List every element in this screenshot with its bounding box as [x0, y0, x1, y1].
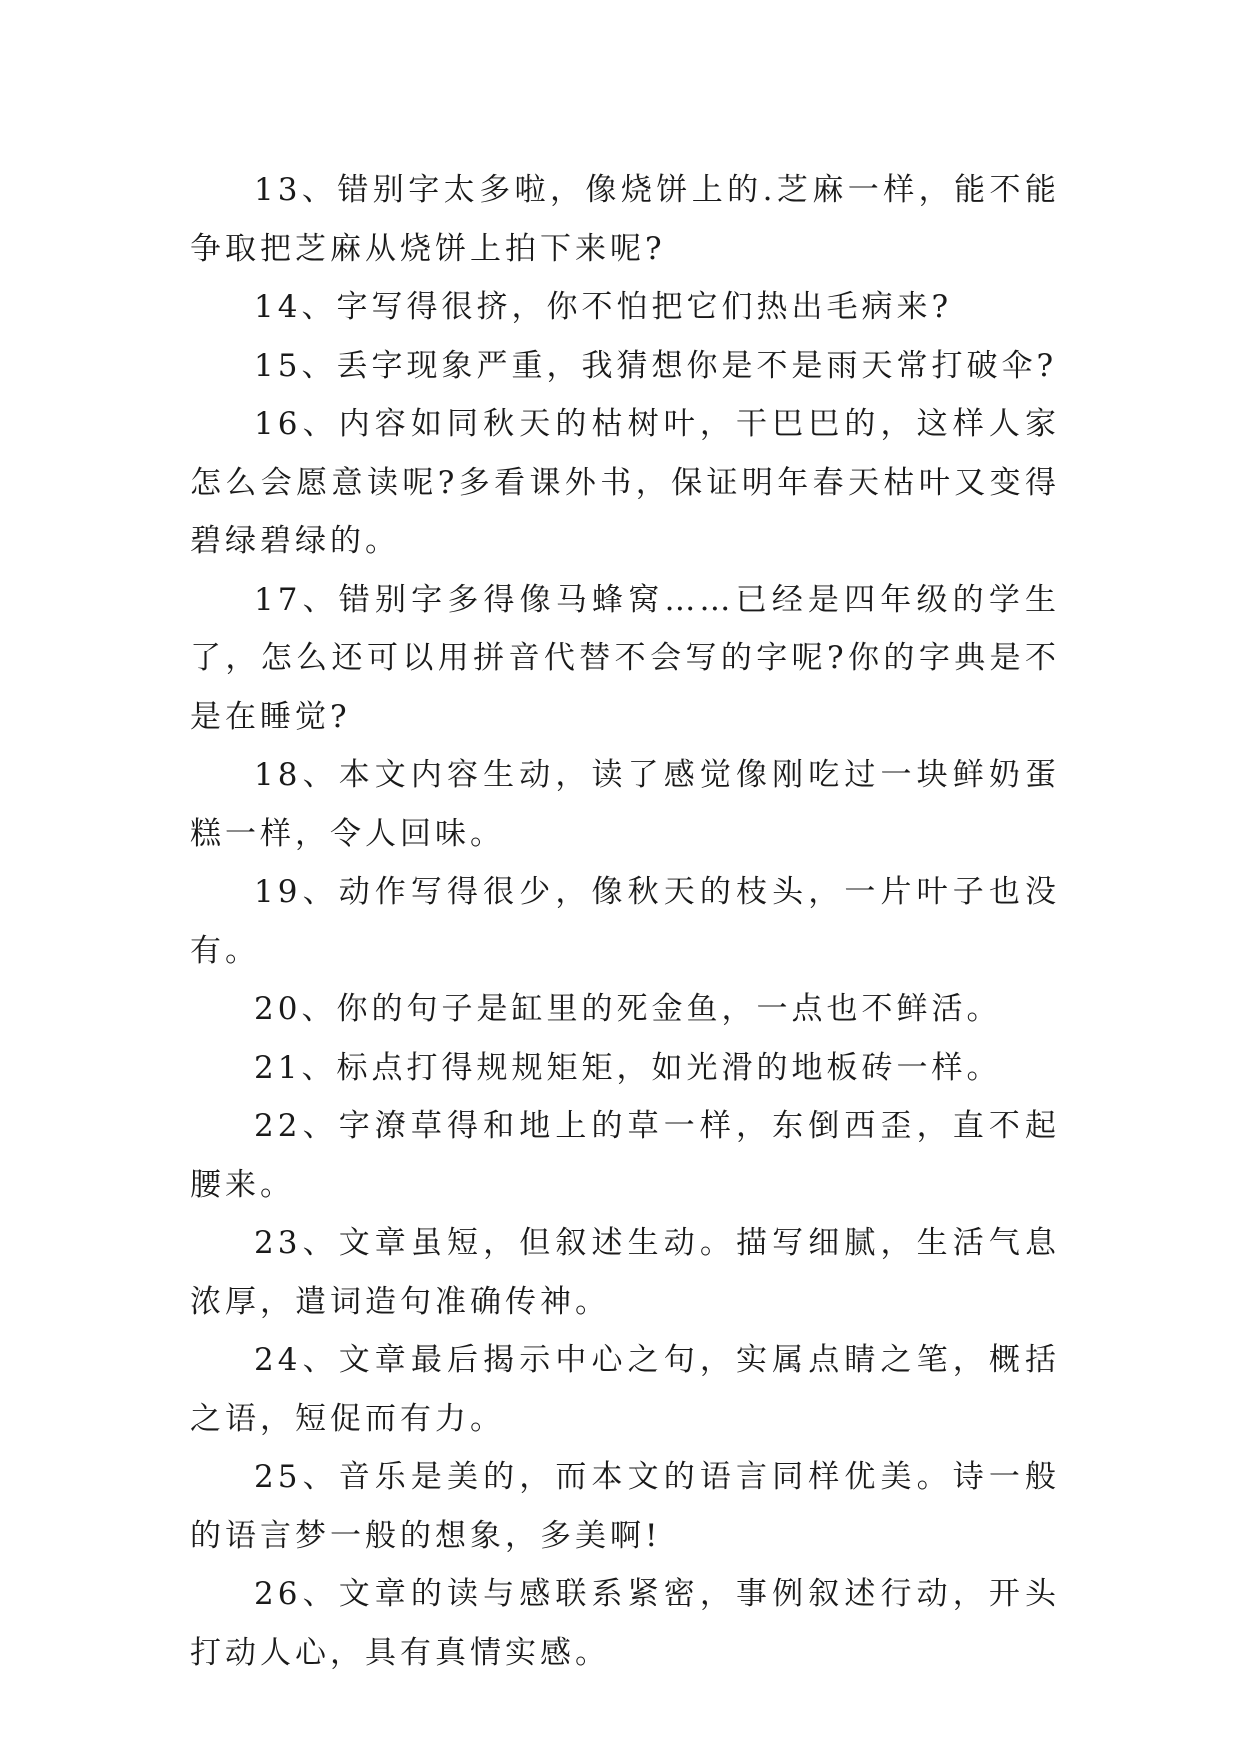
paragraph-26: 26、文章的读与感联系紧密，事例叙述行动，开头打动人心，具有真情实感。 [190, 1576, 1060, 1671]
paragraph-22: 22、字潦草得和地上的草一样，东倒西歪，直不起腰来。 [190, 1108, 1060, 1203]
paragraph-21: 21、标点打得规规矩矩，如光滑的地板砖一样。 [254, 1049, 1002, 1086]
paragraph-20: 20、你的句子是缸里的死金鱼，一点也不鲜活。 [254, 991, 1002, 1027]
paragraph-15: 15、丢字现象严重，我猜想你是不是雨天常打破伞? [254, 347, 1058, 384]
document-body [190, 161, 1060, 1682]
paragraph-18: 18、本文内容生动，读了感觉像刚吃过一块鲜奶蛋糕一样，令人回味。 [190, 757, 1060, 852]
paragraph-23: 23、文章虽短，但叙述生动。描写细腻，生活气息浓厚，遣词造句准确传神。 [190, 1225, 1060, 1320]
paragraph-16: 16、内容如同秋天的枯树叶，干巴巴的，这样人家怎么会愿意读呢?多看课外书，保证明年春天枯叶又变得碧绿碧绿的。 [190, 406, 1060, 559]
paragraph-13: 13、错别字太多啦，像烧饼上的.芝麻一样，能不能争取把芝麻从烧饼上拍下来呢? [190, 172, 1060, 267]
paragraph-19: 19、动作写得很少，像秋天的枝头，一片叶子也没有。 [190, 874, 1060, 969]
paragraph-24: 24、文章最后揭示中心之句，实属点睛之笔，概括之语，短促而有力。 [190, 1342, 1060, 1437]
paragraph-25: 25、音乐是美的，而本文的语言同样优美。诗一般的语言梦一般的想象，多美啊! [190, 1459, 1060, 1554]
paragraph-14: 14、字写得很挤，你不怕把它们热出毛病来? [254, 289, 953, 325]
paragraph-17: 17、错别字多得像马蜂窝……已经是四年级的学生了，怎么还可以用拼音代替不会写的字呢?你的字典是不是在睡觉? [190, 581, 1060, 735]
